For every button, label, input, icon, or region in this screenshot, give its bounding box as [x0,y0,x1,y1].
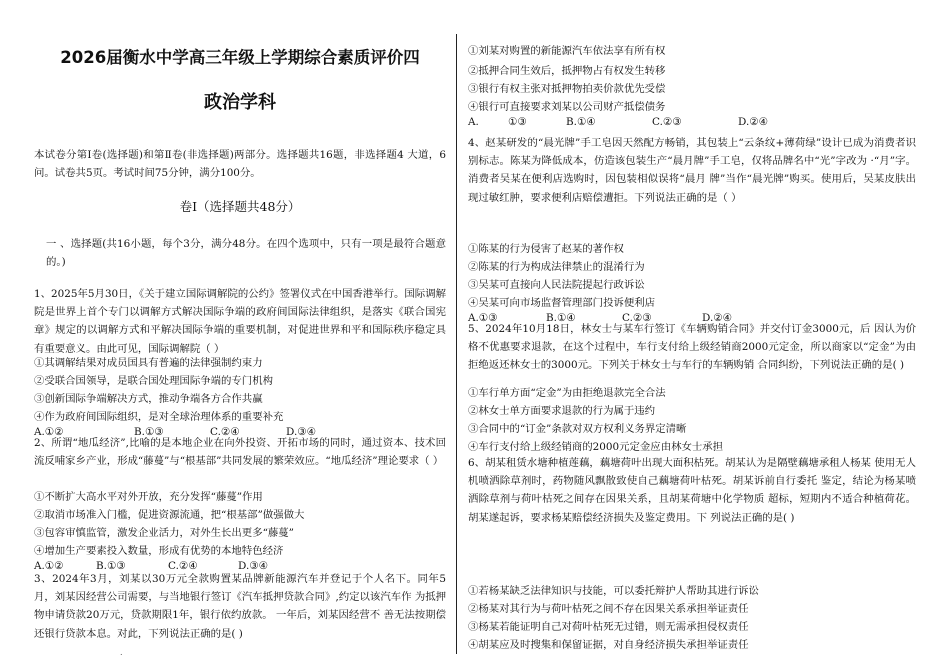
choice-d: D.③④ [286,426,316,438]
exam-title: 2026届衡水中学高三年级上学期综合素质评价四 [60,48,420,67]
q4-option-2: ②陈某的行为构成法律禁止的混淆行为 [468,261,645,273]
choice-d: D.②④ [738,116,768,128]
q2-option-4: ④增加生产要素投入数量，形成有优势的本地特色经济 [34,545,284,557]
choice-b: B.①④ [566,116,596,128]
choice-c: C.②④ [168,560,198,572]
choice-c: C.②④ [210,426,240,438]
q5-option-1: ①车行单方面“定金”为由拒绝退款完全合法 [468,387,666,399]
subject-title: 政治学科 [204,92,276,113]
choice-a-text: ①③ [508,116,527,128]
question-1-stem: 1、2025年5月30日，《关于建立国际调解院的公约》签署仪式在中国香港举行。国际调解院是世界上首个专门以调解方式解决国际争端的政府间国际法律组织，是落实《联合国宪章》规定的以调解方式和平解决国际争端的重要机制，对促进世界和平和国际秩序稳定具有重要意义。由此可见，国际调解院（ ） [34,288,446,355]
question-3-stem: 3、2024年3月，刘某以30万元全款购置某品牌新能源汽车并登记于个人名下。同年5月，刘某因经营公司需要，与当地银行签订《汽车抵押贷款合同》,约定以该汽车作 为抵押物申请贷款20万元，贷款期限1年，银行依约放款。 一年后，刘某因经营不 善无法按期偿还银行贷款本息。对此，下列说法正确的是( ) [34,573,446,640]
choice-d: D.②④ [702,312,732,324]
q4-option-3: ③吴某可直接向人民法院提起行政诉讼 [468,279,645,291]
q6-option-1: ①若杨某缺乏法律知识与技能，可以委托辩护人帮助其进行诉讼 [468,585,759,597]
q4-option-1: ①陈某的行为侵害了赵某的著作权 [468,243,624,255]
footnote-mark: . [120,648,123,657]
choice-b: B.①③ [96,560,126,572]
choice-a: A. [468,116,479,128]
q1-option-2: ②受联合国领导，是联合国处理国际争端的专门机构 [34,375,273,387]
choice-c: C.②③ [652,116,682,128]
q2-option-1: ①不断扩大高水平对外开放，充分发挥“藤蔓”作用 [34,491,263,503]
q4-option-4: ④吴某可向市场监督管理部门投诉便利店 [468,297,656,309]
question-4-stem: 4、赵某研发的“晨光牌”手工皂因天然配方畅销，其包装上“云条纹+薄荷绿”设计已成为消费者识别标志。陈某为降低成本，仿造该包装生产“晨月牌”手工皂，仅将品牌名中“光”字改为 ·“月”字。消费者吴某在便利店选购时，因包装相似误将“晨月 牌”当作“晨光牌”购买。使用后，吴某皮肤出现过敏红肿，要求便利店赔偿遭拒。下列说法正确的是（ ） [468,137,916,204]
choice-a: A.①③ [468,312,498,324]
choice-b: B.①③ [134,426,164,438]
q6-option-2: ②杨某对其行为与荷叶枯死之间不存在因果关系承担举证责任 [468,603,749,615]
q2-option-3: ③包容审慎监管，激发企业活力，对外生长出更多“藤蔓” [34,527,294,539]
section-title: 卷Ⅰ（选择题共48分） [179,199,301,214]
q3-option-1: ①刘某对购置的新能源汽车依法享有所有权 [468,45,666,57]
q1-option-4: ④作为政府间国际组织，是对全球治理体系的重要补充 [34,411,284,423]
column-divider [456,34,457,654]
question-5-stem: 5、2024年10月18日，林女士与某车行签订《车辆购销合同》并交付订金3000元，后 因认为价格不优惠要求退款，在这个过程中，车行支付给上级经销商2000元定金，所以商家以“定金”为由拒绝返还林女士的3000元。下列关于林女士与车行的车辆购销 合同纠纷，下列说法正确的是( ) [468,323,916,372]
q5-option-3: ③合同中的“订金”条款对双方权利义务界定清晰 [468,423,687,435]
section-instructions: 一 、选择题(共16小题，每个3分，满分48分。在四个选项中，只有一项是最符合题意的。) [46,238,446,269]
choice-a: A.①② [34,426,64,438]
q3-option-4: ④银行可直接要求刘某以公司财产抵偿债务 [468,101,666,113]
question-6-stem: 6、胡某租赁水塘种植莲藕，藕塘荷叶出现大面积枯死。胡某认为是隔壁藕塘承租人杨某 使用无人机喷洒除草剂时，药物随风飘散致使自己藕塘荷叶枯死。胡某诉前自行委托 鉴定，结论为杨某喷洒除草剂与荷叶枯死之间存在因果关系，且胡某荷塘中化学物质 超标，短期内不适合种植荷花。胡某遂起诉，要求杨某赔偿经济损失及鉴定费用。下 列说法正确的是( ) [468,457,916,524]
exam-intro: 本试卷分第Ⅰ卷(选择题)和第Ⅱ卷(非选择题)两部分。选择题共16题，非选择题4 大道，6问。试卷共5页。考试时间75分钟，满分100分。 [34,149,446,180]
choice-a: A.①② [34,560,64,572]
q1-option-1: ①其调解结果对成员国具有普遍的法律强制约束力 [34,357,263,369]
q6-option-4: ④胡某应及时搜集和保留证据，对自身经济损失承担举证责任 [468,639,749,651]
q5-option-2: ②林女士单方面要求退款的行为属于违约 [468,405,656,417]
q5-option-4: ④车行支付给上级经销商的2000元定金应由林女士承担 [468,441,724,453]
q2-option-2: ②取消市场准入门槛，促进资源流通，把“根基部”做强做大 [34,509,305,521]
choice-d: D.③④ [238,560,268,572]
q1-option-3: ③创新国际争端解决方式，推动争端各方合作共赢 [34,393,263,405]
q3-option-2: ②抵押合同生效后，抵押物占有权发生转移 [468,65,666,77]
choice-c: C.②③ [622,312,652,324]
question-2-stem: 2、所谓“地瓜经济”,比喻的是本地企业在向外投资、开拓市场的同时，通过资本、技术回流反哺家乡产业，形成“藤蔓”与“根基部”共同发展的繁荣效应。“地瓜经济”理论要求（ ） [34,437,446,468]
choice-b: B.①④ [546,312,576,324]
q3-choices [468,116,768,128]
q3-option-3: ③银行有权主张对抵押物拍卖价款优先受偿 [468,83,666,95]
q6-option-3: ③杨某若能证明自己对荷叶枯死无过错，则无需承担侵权责任 [468,621,749,633]
